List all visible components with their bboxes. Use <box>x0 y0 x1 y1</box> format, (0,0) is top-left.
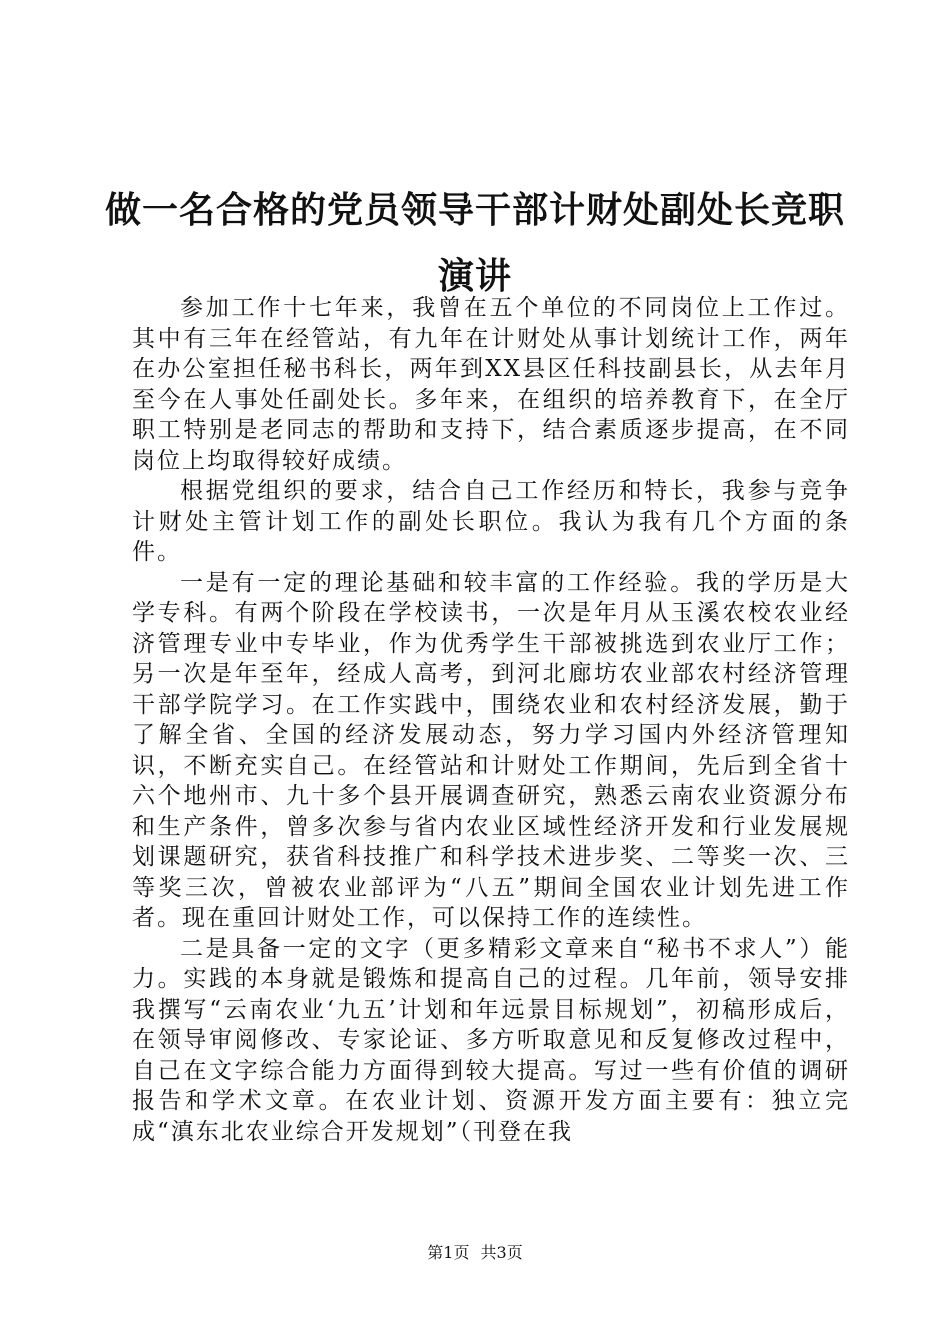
document-title: 做一名合格的党员领导干部计财处副处长竞职演讲 <box>104 190 845 297</box>
page-total: 共3页 <box>480 1243 523 1262</box>
page-number: 第1页 <box>427 1243 470 1262</box>
body-paragraph: 根据党组织的要求，结合自己工作经历和特长，我参与竞争计财处主管计划工作的副处长职位。我认为我有几个方面的条件。 <box>132 478 850 565</box>
body-paragraph: 参加工作十七年来，我曾在五个单位的不同岗位上工作过。其中有三年在经管站，有九年在计财处从事计划统计工作，两年在办公室担任秘书科长，两年到XX县区任科技副县长，从去年月至今在人事处任副处长。多年来，在组织的培养教育下，在全厅职工特别是老同志的帮助和支持下，结合素质逐步提高，在不同岗位上均取得较好成绩。 <box>132 295 850 474</box>
page-footer <box>0 1243 950 1263</box>
body-paragraph: 一是有一定的理论基础和较丰富的工作经验。我的学历是大学专科。有两个阶段在学校读书，一次是年月从玉溪农校农业经济管理专业中专毕业，作为优秀学生干部被挑选到农业厅工作；另一次是年至年，经成人高考，到河北廊坊农业部农村经济管理干部学院学习。在工作实践中，围绕农业和农村经济发展，勤于了解全省、全国的经济发展动态，努力学习国内外经济管理知识，不断充实自己。在经管站和计财处工作期间，先后到全省十六个地州市、九十多个县开展调查研究，熟悉云南农业资源分布和生产条件，曾多次参与省内农业区域性经济开发和行业发展规划课题研究，获省科技推广和科学技术进步奖、二等奖一次、三等奖三次，曾被农业部评为“八五”期间全国农业计划先进工作者。现在重回计财处工作，可以保持工作的连续性。 <box>132 569 850 931</box>
document-body <box>132 293 850 1147</box>
body-paragraph: 二是具备一定的文字（更多精彩文章来自“秘书不求人”）能力。实践的本身就是锻炼和提高自己的过程。几年前，领导安排我撰写“云南农业‘九五’计划和年远景目标规划”，初稿形成后，在领导审阅修改、专家论证、多方听取意见和反复修改过程中，自己在文字综合能力方面得到较大提高。写过一些有价值的调研报告和学术文章。在农业计划、资源开发方面主要有：独立完成“滇东北农业综合开发规划”（刊登在我 <box>132 935 850 1145</box>
